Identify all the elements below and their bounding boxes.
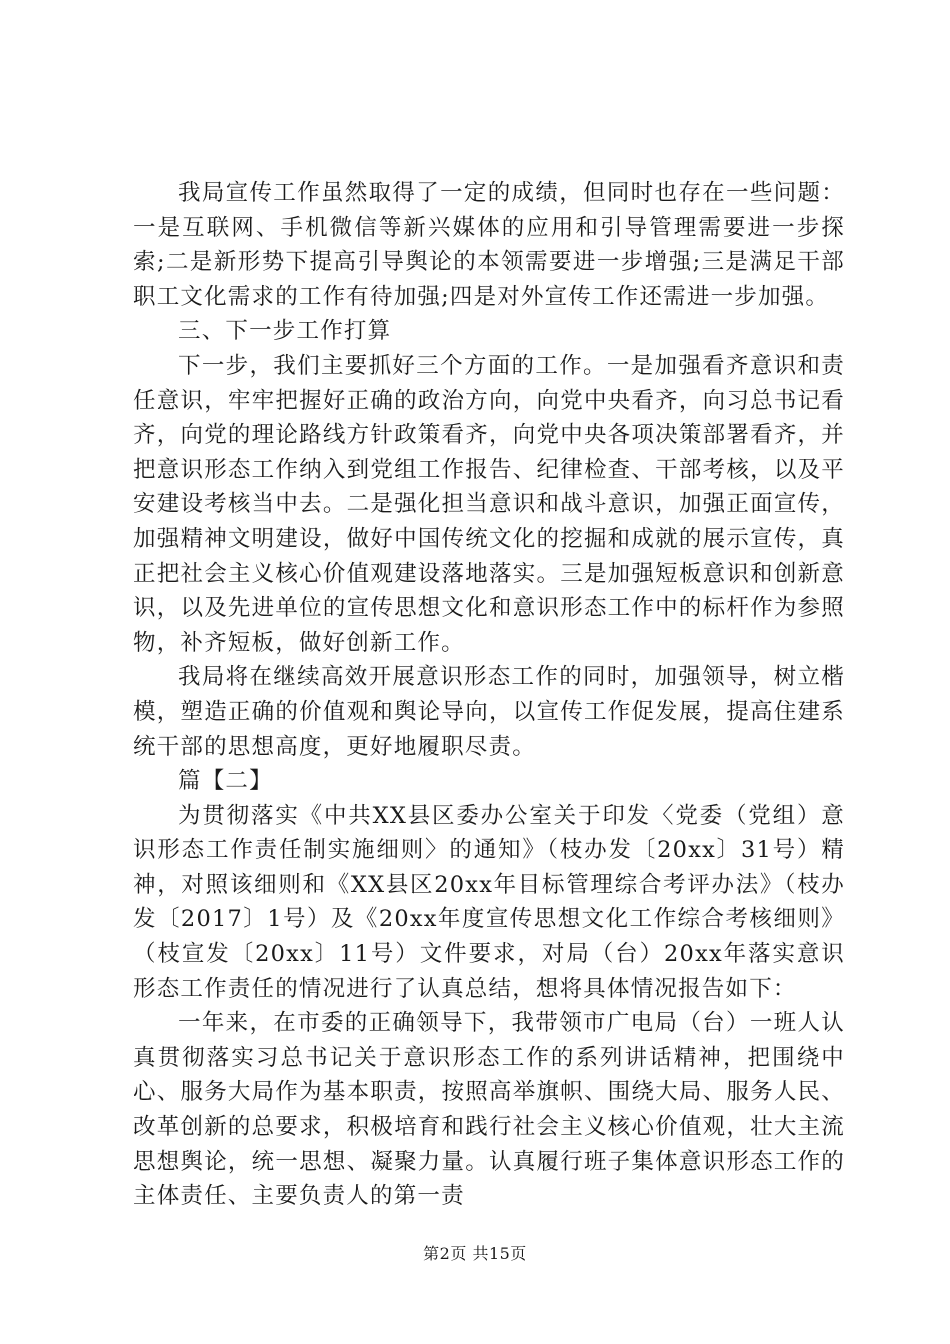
paragraph-next-steps: 下一步，我们主要抓好三个方面的工作。一是加强看齐意识和责任意识，牢牢把握好正确的政治方向，向党中央看齐，向习总书记看齐，向党的理论路线方针政策看齐，向党中央各项决策部署看齐，并把意识形态工作纳入到党组工作报告、纪律检查、干部考核，以及平安建设考核当中去。二是强化担当意识和战斗意识，加强正面宣传，加强精神文明建设，做好中国传统文化的挖掘和成就的展示宣传，真正把社会主义核心价值观建设落地落实。三是加强短板意识和创新意识，以及先进单位的宣传思想文化和意识形态工作中的标杆作为参照物，补齐短板，做好创新工作。: [133, 352, 845, 656]
paragraph-part-two-body: 一年来，在市委的正确领导下，我带领市广电局（台）一班人认真贯彻落实习总书记关于意识形态工作的系列讲话精神，把围绕中心、服务大局作为基本职责，按照高举旗帜、围绕大局、服务人民、改革创新的总要求，积极培育和践行社会主义核心价值观，壮大主流思想舆论，统一思想、凝聚力量。认真履行班子集体意识形态工作的主体责任、主要负责人的第一责: [133, 1010, 845, 1210]
paragraph-part-two-intro: 为贯彻落实《中共XX县区委办公室关于印发〈党委（党组）意识形态工作责任制实施细则〉的通知》（枝办发〔20xx〕31号）精神，对照该细则和《XX县区20xx年目标管理综合考评办法》（枝办发〔2017〕1号）及《20xx年度宣传思想文化工作综合考核细则》（枝宣发〔20xx〕11号）文件要求，对局（台）20xx年落实意识形态工作责任的情况进行了认真总结，想将具体情况报告如下：: [133, 802, 845, 1002]
section-heading-part-two: 篇【二】: [178, 768, 273, 795]
section-heading-next-steps: 三、下一步工作打算: [178, 318, 392, 345]
document-body: [133, 176, 845, 1214]
paragraph-conclusion: 我局将在继续高效开展意识形态工作的同时，加强领导，树立楷模，塑造正确的价值观和舆论导向，以宣传工作促发展，提高住建系统干部的思想高度，更好地履职尽责。: [133, 664, 845, 760]
paragraph-problems: 我局宣传工作虽然取得了一定的成绩，但同时也存在一些问题：一是互联网、手机微信等新兴媒体的应用和引导管理需要进一步探索;二是新形势下提高引导舆论的本领需要进一步增强;三是满足干部职工文化需求的工作有待加强;四是对外宣传工作还需进一步加强。: [133, 180, 845, 310]
page-number-footer: 第2页 共15页: [423, 1244, 527, 1263]
